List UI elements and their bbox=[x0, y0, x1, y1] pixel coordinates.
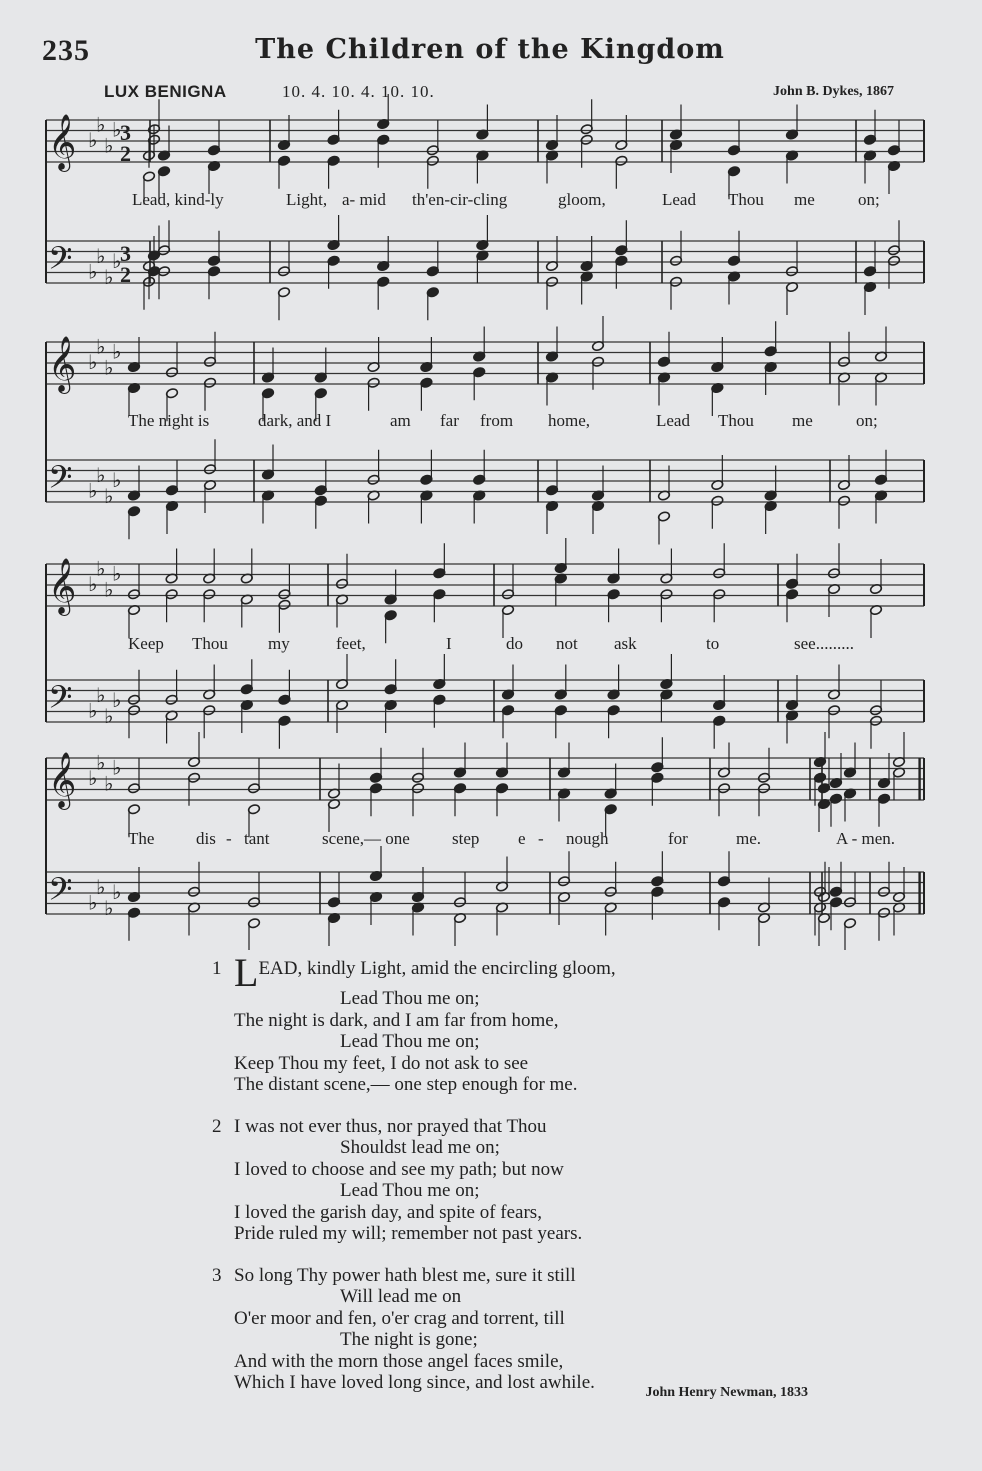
flat-icon: ♭ bbox=[96, 112, 106, 137]
flat-icon: ♭ bbox=[96, 556, 106, 581]
stanza-number: 1 bbox=[212, 958, 222, 979]
verse-line bbox=[212, 1286, 832, 1308]
lyric-syllable: from bbox=[480, 411, 514, 430]
verse-line bbox=[212, 1053, 832, 1075]
lyric-syllable: feet, bbox=[336, 634, 366, 653]
verse-line-text: Keep Thou my feet, I do not ask to see bbox=[234, 1052, 529, 1074]
lyric-syllable: home, bbox=[548, 411, 591, 430]
lyric-syllable: not bbox=[556, 634, 578, 653]
verse-line-text: I was not ever thus, nor prayed that Thou bbox=[234, 1115, 547, 1137]
lyric-syllable: The bbox=[128, 829, 155, 848]
time-signature-bottom: 2 bbox=[120, 141, 131, 166]
page-number: 235 bbox=[42, 34, 90, 67]
flat-icon: ♭ bbox=[96, 750, 106, 775]
verse-line bbox=[212, 1351, 832, 1373]
verse-line bbox=[212, 1074, 832, 1096]
verse-line-text: Lead Thou me on; bbox=[340, 988, 480, 1009]
lyric-syllable: me bbox=[794, 190, 815, 209]
verse-line bbox=[212, 1180, 832, 1202]
verse-line-text: Shouldst lead me on; bbox=[340, 1137, 500, 1158]
verse-author: John Henry Newman, 1833 bbox=[645, 1385, 808, 1400]
flat-icon: ♭ bbox=[96, 874, 106, 899]
lyric-syllable: e bbox=[518, 829, 526, 848]
lyric-syllable: dark, and I bbox=[258, 411, 332, 430]
meter: 10. 4. 10. 4. 10. 10. bbox=[282, 82, 435, 101]
lyric-syllable: step bbox=[452, 829, 480, 848]
lyric-syllable: Keep bbox=[128, 634, 164, 653]
flat-icon: ♭ bbox=[104, 771, 114, 796]
drop-cap: L bbox=[234, 950, 259, 995]
verse-line bbox=[212, 1308, 832, 1330]
lyric-syllable: me bbox=[792, 411, 813, 430]
lyric-syllable: th'en-cir-cling bbox=[412, 190, 508, 209]
lyric-syllable: Lead, kind-ly bbox=[132, 190, 224, 209]
verse-line bbox=[212, 1223, 832, 1245]
verse-line bbox=[212, 988, 832, 1010]
time-signature-bottom: 2 bbox=[120, 262, 131, 287]
lyric-syllable: Lead bbox=[662, 190, 696, 209]
verse-line bbox=[212, 950, 832, 995]
stanza bbox=[212, 950, 832, 1096]
lyric-syllable: on; bbox=[856, 411, 878, 430]
flat-icon: ♭ bbox=[104, 577, 114, 602]
lyric-syllable: me. bbox=[736, 829, 762, 848]
verse-line bbox=[212, 1031, 832, 1053]
flat-icon: ♭ bbox=[88, 890, 98, 915]
verse-line-text: Lead Thou me on; bbox=[340, 1180, 480, 1201]
lyric-syllable: - bbox=[538, 829, 544, 848]
lyric-syllable: do bbox=[506, 634, 523, 653]
treble-clef-icon: 𝄞 bbox=[48, 752, 77, 808]
verse-line bbox=[212, 1137, 832, 1159]
lyric-syllable: I bbox=[446, 634, 452, 653]
flat-icon: ♭ bbox=[104, 264, 114, 289]
verse-line bbox=[212, 1202, 832, 1224]
verse-line-text: EAD, kindly Light, amid the encircling gloom, bbox=[258, 958, 616, 979]
lyric-syllable: see......... bbox=[794, 634, 854, 653]
flat-icon: ♭ bbox=[104, 895, 114, 920]
verses bbox=[212, 950, 832, 1414]
flat-icon: ♭ bbox=[88, 766, 98, 790]
verse-line-text: I loved the garish day, and spite of fears, bbox=[234, 1201, 542, 1223]
flat-icon: ♭ bbox=[112, 117, 122, 142]
flat-icon: ♭ bbox=[112, 249, 122, 273]
flat-icon: ♭ bbox=[88, 128, 98, 152]
flat-icon: ♭ bbox=[88, 478, 98, 503]
verse-line-text: The distant scene,— one step enough for me. bbox=[234, 1074, 578, 1095]
flat-icon: ♭ bbox=[96, 462, 106, 487]
verse-line bbox=[212, 1116, 832, 1138]
flat-icon: ♭ bbox=[112, 468, 122, 492]
flat-icon: ♭ bbox=[112, 339, 122, 364]
flat-icon: ♭ bbox=[112, 755, 122, 780]
bass-clef-icon: 𝄢 bbox=[48, 871, 73, 915]
lyric-syllable: The night is bbox=[128, 411, 210, 430]
lyric-syllable: - bbox=[226, 829, 232, 848]
lyric-syllable: Thou bbox=[192, 634, 228, 653]
verse-line-text: The night is gone; bbox=[340, 1329, 478, 1350]
verse-line bbox=[212, 1265, 832, 1287]
stanza-number: 2 bbox=[212, 1115, 222, 1137]
lyric-syllable: gloom, bbox=[558, 190, 606, 209]
lyric-syllable: tant bbox=[244, 829, 270, 848]
flat-icon: ♭ bbox=[88, 572, 98, 596]
treble-clef-icon: 𝄞 bbox=[48, 558, 77, 614]
verse-line-text: The night is dark, and I am far from home, bbox=[234, 1009, 559, 1031]
flat-icon: ♭ bbox=[112, 880, 122, 904]
lyric-syllable: scene,— one bbox=[322, 829, 410, 848]
flat-icon: ♭ bbox=[104, 133, 114, 158]
flat-icon: ♭ bbox=[88, 259, 98, 284]
verse-line bbox=[212, 1159, 832, 1181]
lyric-syllable: to bbox=[706, 634, 720, 653]
tune-name: LUX BENIGNA bbox=[104, 82, 227, 101]
stanza-number: 3 bbox=[212, 1264, 222, 1286]
verse-line-text: O'er moor and fen, o'er crag and torrent, till bbox=[234, 1307, 565, 1329]
bass-clef-icon: 𝄢 bbox=[48, 459, 73, 503]
lyric-syllable: A - men. bbox=[836, 829, 896, 848]
lyric-syllable: on; bbox=[858, 190, 880, 209]
lyric-syllable: Thou bbox=[718, 411, 754, 430]
lyric-syllable: Thou bbox=[728, 190, 764, 209]
time-signature-top: 3 bbox=[120, 120, 131, 145]
lyric-syllable: a- mid bbox=[342, 190, 386, 209]
flat-icon: ♭ bbox=[96, 334, 106, 359]
time-signature-top: 3 bbox=[120, 241, 131, 266]
lyric-syllable: ask bbox=[614, 634, 637, 653]
treble-clef-icon: 𝄞 bbox=[48, 114, 77, 170]
verse-line-text: So long Thy power hath blest me, sure it still bbox=[234, 1264, 576, 1286]
lyric-syllable: Lead bbox=[656, 411, 690, 430]
verse-line-text: Lead Thou me on; bbox=[340, 1031, 480, 1052]
verse-line-text: I loved to choose and see my path; but now bbox=[234, 1158, 564, 1180]
lyric-syllable: for bbox=[668, 829, 688, 848]
lyric-syllable: my bbox=[268, 634, 290, 653]
flat-icon: ♭ bbox=[104, 483, 114, 508]
verse-line bbox=[212, 1010, 832, 1032]
lyric-syllable: am bbox=[390, 411, 411, 430]
lyric-syllable: Light, bbox=[286, 190, 328, 209]
bass-clef-icon: 𝄢 bbox=[48, 679, 73, 723]
flat-icon: ♭ bbox=[88, 350, 98, 374]
stanza bbox=[212, 1116, 832, 1245]
flat-icon: ♭ bbox=[96, 243, 106, 268]
verse-line-text: Pride ruled my will; remember not past years. bbox=[234, 1223, 583, 1244]
lyric-syllable: nough bbox=[566, 829, 609, 848]
flat-icon: ♭ bbox=[88, 698, 98, 723]
flat-icon: ♭ bbox=[112, 561, 122, 586]
lyric-syllable: dis bbox=[196, 829, 216, 848]
flat-icon: ♭ bbox=[96, 682, 106, 707]
section-title: The Children of the Kingdom bbox=[255, 34, 725, 65]
flat-icon: ♭ bbox=[104, 355, 114, 380]
verse-line-text: Which I have loved long since, and lost awhile. bbox=[234, 1372, 595, 1393]
treble-clef-icon: 𝄞 bbox=[48, 336, 77, 392]
composer: John B. Dykes, 1867 bbox=[773, 84, 894, 99]
flat-icon: ♭ bbox=[104, 703, 114, 728]
verse-line bbox=[212, 1329, 832, 1351]
verse-line-text: Will lead me on bbox=[340, 1286, 462, 1307]
stanza bbox=[212, 1265, 832, 1394]
flat-icon: ♭ bbox=[112, 688, 122, 712]
verse-line-text: And with the morn those angel faces smile, bbox=[234, 1350, 564, 1372]
bass-clef-icon: 𝄢 bbox=[48, 240, 73, 284]
lyric-syllable: far bbox=[440, 411, 459, 430]
